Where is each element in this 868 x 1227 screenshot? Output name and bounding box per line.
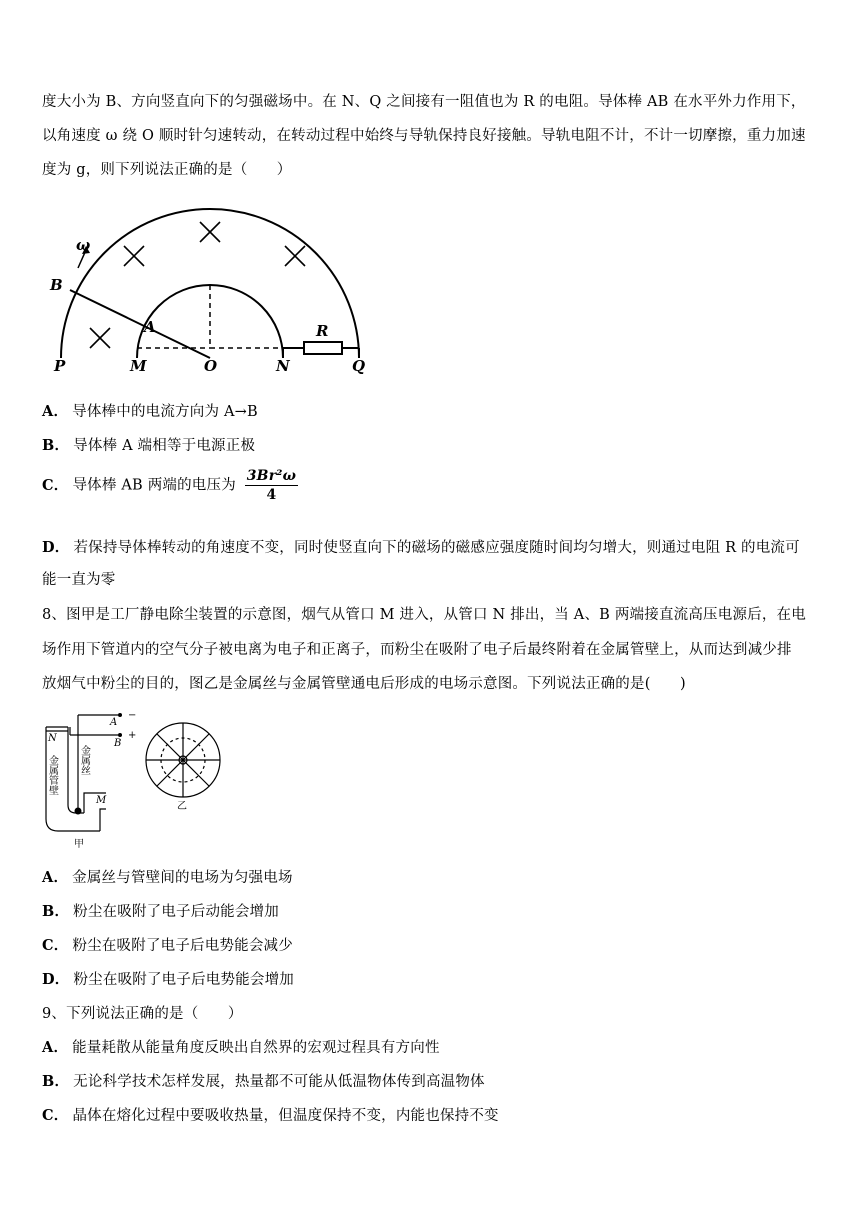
q9-option-c[interactable]: C． 晶体在熔化过程中要吸收热量，但温度保持不变，内能也保持不变 (42, 1107, 499, 1124)
q8-stem-line-3: 放烟气中粉尘的目的，图乙是金属丝与金属管壁通电后形成的电场示意图。下列说法正确的是( ) (42, 676, 686, 692)
q9-option-a[interactable]: A． 能量耗散从能量角度反映出自然界的宏观过程具有方向性 (42, 1039, 440, 1056)
label-R: R (316, 322, 329, 340)
label-omega: ω (76, 236, 91, 254)
q7-stem-line-2: 以角速度 ω 绕 O 顺时针匀速转动，在转动过程中始终与导轨保持良好接触。导轨电阻不计，不计一切摩擦，重力加速 (42, 128, 806, 144)
q8-option-a[interactable]: A． 金属丝与管壁间的电场为匀强电场 (42, 869, 293, 886)
label-yi: 乙 (177, 801, 187, 812)
q7-option-d-continued: 能一直为零 (42, 572, 116, 588)
label-B: B (50, 276, 63, 294)
q8-figure-precipitator (40, 705, 240, 853)
q7-option-d[interactable]: D． 若保持导体棒转动的角速度不变，同时使竖直向下的磁场的磁感应强度随时间均匀增大，则通过电阻 R 的电流可 (42, 539, 800, 556)
resistor-symbol (304, 342, 342, 354)
label-minus: − (128, 710, 137, 721)
q8-option-c[interactable]: C． 粉尘在吸附了电子后电势能会减少 (42, 937, 293, 954)
label-Q: Q (352, 357, 366, 375)
q7-stem-line-3: 度为 g，则下列说法正确的是（ ） (42, 162, 292, 178)
q7-figure-rails (40, 190, 380, 385)
label-wall: 金属管壁 (46, 755, 58, 795)
label-N: N (48, 733, 57, 744)
q8-stem-line-2: 场作用下管道内的空气分子被电离为电子和正离子，而粉尘在吸附了电子后最终附着在金属管壁上，从而达到减少排 (42, 642, 792, 658)
q9-option-b[interactable]: B． 无论科学技术怎样发展，热量都不可能从低温物体传到高温物体 (42, 1073, 485, 1090)
label-M: M (96, 795, 107, 806)
q8-option-b[interactable]: B． 粉尘在吸附了电子后动能会增加 (42, 903, 279, 920)
q9-stem-line-1: 9、下列说法正确的是（ ） (42, 1006, 243, 1022)
q7-option-b[interactable]: B． 导体棒 A 端相等于电源正极 (42, 437, 256, 454)
label-A: A (110, 717, 118, 728)
q7-option-c[interactable]: C． 导体棒 AB 两端的电压为 $\frac{\text{3Br²ω}}{4}$ (42, 468, 297, 503)
q7-stem-line-1: 度大小为 B、方向竖直向下的匀强磁场中。在 N、Q 之间接有一阻值也为 R 的电阻。导体棒 AB 在水平外力作用下， (42, 94, 806, 110)
voltage-fraction: $\frac{\text{3Br²ω}}{4}$ (246, 468, 297, 503)
label-wire: 金属丝 (78, 745, 90, 775)
q8-option-d[interactable]: D． 粉尘在吸附了电子后电势能会增加 (42, 971, 294, 988)
label-M: M (130, 357, 147, 375)
q8-stem-line-1: 8、图甲是工厂静电除尘装置的示意图，烟气从管口 M 进入，从管口 N 排出，当 A、B 两端接直流高压电源后，在电 (42, 607, 806, 623)
label-B: B (114, 738, 122, 749)
label-plus: + (128, 730, 137, 741)
label-A: A (144, 318, 156, 336)
label-jia: 甲 (74, 839, 84, 850)
q7-option-a[interactable]: A． 导体棒中的电流方向为 A→B (42, 403, 258, 420)
label-N: N (276, 357, 290, 375)
label-O: O (204, 357, 218, 375)
label-P: P (54, 357, 66, 375)
